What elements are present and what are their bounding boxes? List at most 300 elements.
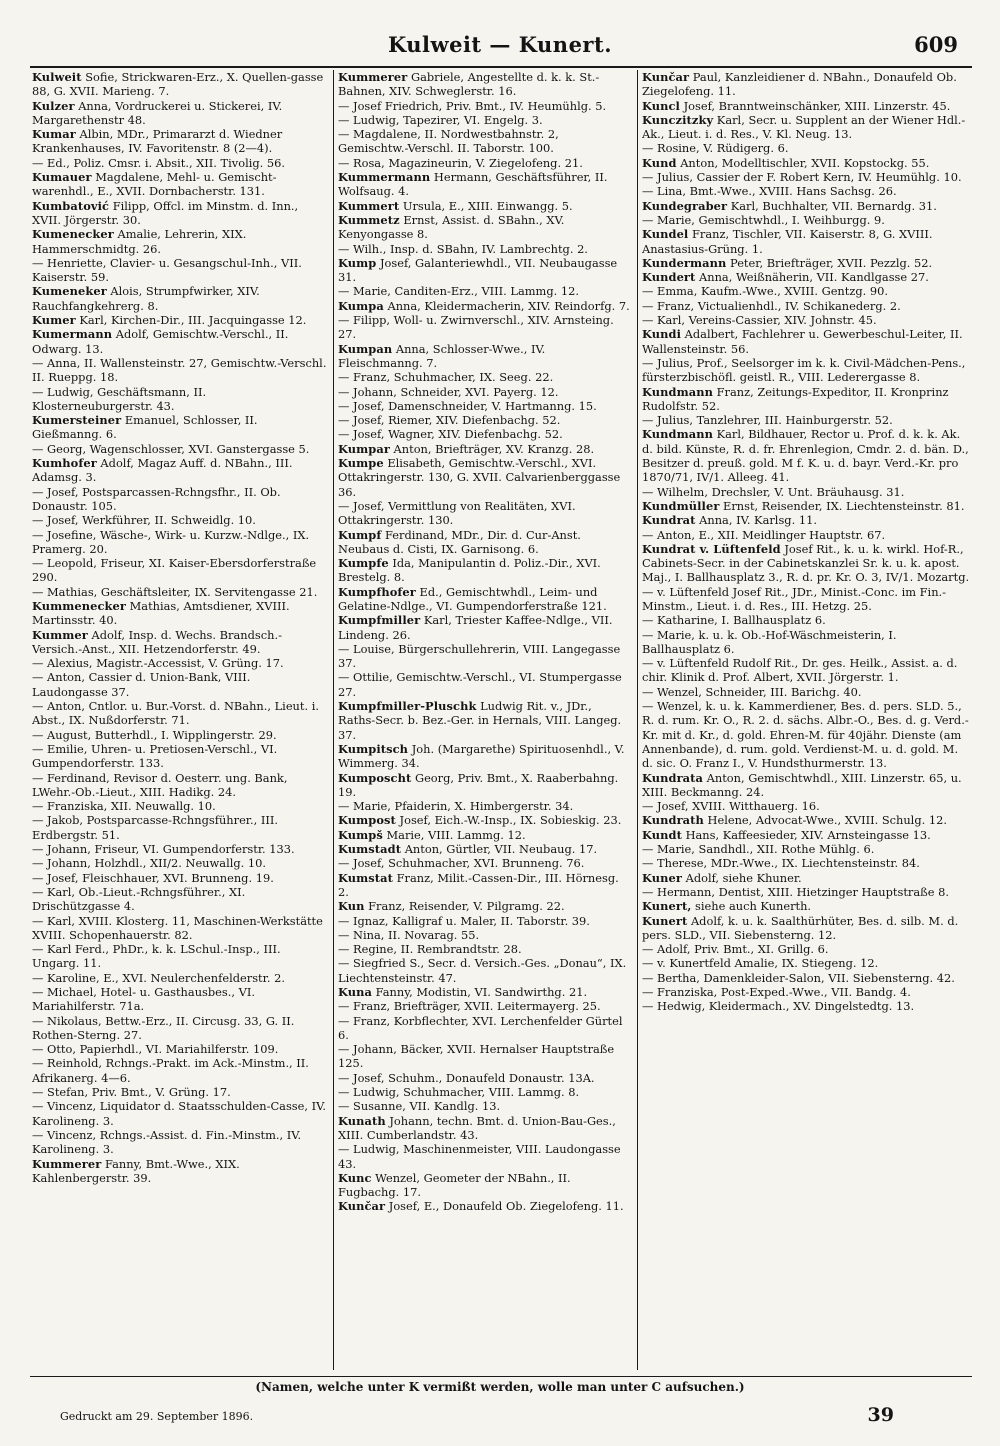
- entry-details: Anton, Modelltischler, XVII. Kopstockg. 55.: [676, 155, 930, 170]
- entry-details: — Josef, XVIII. Witthauerg. 16.: [642, 799, 820, 814]
- entry-details: — Nina, II. Novarag. 55.: [338, 927, 480, 942]
- entry-details: — Wilhelm, Drechsler, V. Unt. Bräuhausg. 31.: [642, 484, 905, 499]
- directory-entry: [338, 928, 632, 942]
- footer-rule: [30, 1376, 972, 1377]
- directory-entry: [642, 656, 970, 685]
- directory-entry: [338, 642, 632, 671]
- entry-details: — Wenzel, Schneider, III. Barichg. 40.: [642, 684, 862, 699]
- entry-details: — Anton, E., XII. Meidlinger Hauptstr. 67.: [642, 527, 886, 542]
- directory-entry: [338, 427, 632, 441]
- directory-entry: [32, 871, 328, 885]
- directory-entry: [32, 842, 328, 856]
- directory-entry: [32, 284, 328, 313]
- entry-details: — Lina, Bmt.-Wwe., XVIII. Hans Sachsg. 26.: [642, 184, 897, 199]
- directory-entry: [338, 1042, 632, 1071]
- entry-surname: Kunath: [338, 1113, 386, 1128]
- directory-entry: [642, 985, 970, 999]
- directory-entry: [32, 914, 328, 943]
- entry-details: — Franz, Korbflechter, XVI. Lerchenfelder Gürtel 6.: [338, 1013, 623, 1042]
- entry-details: — Anna, II. Wallensteinstr. 27, Gemischtw.-Verschl. II. Rueppg. 18.: [32, 355, 327, 385]
- directory-entry: [338, 771, 632, 800]
- directory-entry: [32, 513, 328, 527]
- directory-entry: [642, 485, 970, 499]
- entry-surname: Kuna: [338, 985, 372, 999]
- entry-surname: Kumpfmiller-Pluschk: [338, 699, 477, 714]
- entry-surname: Kumpan: [338, 341, 393, 356]
- entry-details: Josef, Galanteriewhdl., VII. Neubaugasse 31.: [338, 255, 618, 285]
- directory-entry: [32, 856, 328, 870]
- entry-details: — Franz, Victualienhdl., IV. Schikanederg. 2.: [642, 298, 901, 313]
- entry-details: Anna, Vordruckerei u. Stickerei, IV. Margarethenstr 48.: [32, 98, 283, 127]
- entry-details: Fanny, Modistin, VI. Sandwirthg. 21.: [372, 985, 588, 999]
- entry-details: Anton, Gürtler, VII. Neubaug. 17.: [401, 842, 598, 857]
- column-1: [32, 70, 328, 1370]
- entry-surname: Kundert: [642, 270, 696, 285]
- entry-surname: Kummer: [32, 627, 88, 642]
- entry-details: Georg, Priv. Bmt., X. Raaberbahng. 19.: [338, 770, 619, 799]
- entry-details: — Josef, Riemer, XIV. Diefenbachg. 52.: [338, 413, 561, 428]
- directory-entry: [338, 170, 632, 199]
- directory-entry: [642, 270, 970, 284]
- entry-details: — Johann, Friseur, VI. Gumpendorferstr. 133.: [32, 842, 295, 857]
- entry-details: Karl, Buchhalter, VII. Bernardg. 31.: [727, 198, 937, 213]
- directory-entry: [338, 1071, 632, 1085]
- directory-entry: [338, 399, 632, 413]
- directory-entry: [642, 70, 970, 99]
- entry-details: — Reinhold, Rchngs.-Prakt. im Ack.-Minstm., II. Afrikanerg. 4—6.: [32, 1056, 309, 1085]
- directory-entry: [32, 356, 328, 385]
- entry-surname: Kundermann: [642, 255, 727, 270]
- directory-entry: [32, 1128, 328, 1157]
- entry-details: — Franz, Briefträger, XVII. Leitermayerg. 25.: [338, 999, 601, 1014]
- directory-entry: [338, 242, 632, 256]
- column-divider: [637, 70, 638, 1370]
- entry-details: — Stefan, Priv. Bmt., V. Grüng. 17.: [32, 1085, 231, 1100]
- directory-entry: [642, 227, 970, 256]
- directory-entry: [642, 942, 970, 956]
- entry-surname: Kumbatović: [32, 198, 110, 213]
- directory-entry: [32, 528, 328, 557]
- entry-details: — Franz, Schuhmacher, IX. Seeg. 22.: [338, 370, 554, 385]
- directory-entry: [338, 585, 632, 614]
- entry-details: Elisabeth, Gemischtw.-Verschl., XVI. Ottakringerstr. 130, G. XVII. Calvarienberggasse 36.: [338, 456, 621, 499]
- directory-entry: [338, 99, 632, 113]
- entry-details: — Rosine, V. Rüdigerg. 6.: [642, 141, 789, 156]
- entry-details: — Karoline, E., XVI. Neulerchenfelderstr. 2.: [32, 970, 285, 985]
- entry-surname: Kuncl: [642, 98, 680, 113]
- entry-surname: Kumpa: [338, 298, 384, 313]
- entry-details: Karl, Kirchen-Dir., III. Jacquingasse 12.: [75, 313, 307, 328]
- directory-entry: [642, 542, 970, 585]
- page-number: 609: [914, 32, 958, 57]
- directory-entry: [32, 1085, 328, 1099]
- entry-details: — Ludwig, Schuhmacher, VIII. Lammg. 8.: [338, 1085, 580, 1100]
- entry-surname: Kumersteiner: [32, 413, 122, 428]
- entry-details: — Ignaz, Kalligraf u. Maler, II. Taborstr. 39.: [338, 913, 590, 928]
- directory-entry: [32, 127, 328, 156]
- entry-details: Mathias, Amtsdiener, XVIII. Martinsstr. 40.: [32, 598, 290, 628]
- entry-details: — Franziska, XII. Neuwallg. 10.: [32, 799, 216, 814]
- entry-surname: Kumstat: [338, 870, 393, 885]
- entry-details: — Marie, Sandhdl., XII. Rothe Mühlg. 6.: [642, 842, 875, 857]
- entry-details: — Josef, Damenschneider, V. Hartmanng. 15.: [338, 398, 597, 413]
- directory-entry: [642, 213, 970, 227]
- entry-surname: Kummermann: [338, 170, 431, 185]
- entry-details: Amalie, Lehrerin, XIX. Hammerschmidtg. 26.: [32, 227, 247, 256]
- entry-details: — Magdalene, II. Nordwestbahnstr. 2, Gemischtw.-Verschl. II. Taborstr. 100.: [338, 127, 559, 156]
- directory-entry: [32, 971, 328, 985]
- entry-details: — Hedwig, Kleidermach., XV. Dingelstedtg. 13.: [642, 999, 915, 1014]
- directory-entry: [642, 956, 970, 970]
- entry-details: — Susanne, VII. Kandlg. 13.: [338, 1099, 501, 1114]
- entry-details: — Leopold, Friseur, XI. Kaiser-Ebersdorferstraße 290.: [32, 556, 317, 585]
- entry-surname: Kundmann: [642, 384, 713, 399]
- entry-details: Ida, Manipulantin d. Poliz.-Dir., XVI. Brestelg. 8.: [338, 556, 601, 585]
- directory-entry: [642, 313, 970, 327]
- entry-details: — Jakob, Postsparcasse-Rchngsführer., III. Erdbergstr. 51.: [32, 813, 278, 842]
- directory-entry: [338, 284, 632, 298]
- directory-entry: [32, 1099, 328, 1128]
- entry-details: — Filipp, Woll- u. Zwirnverschl., XIV. Arnsteing. 27.: [338, 313, 614, 342]
- entry-details: Ludwig Rit. v., JDr., Raths-Secr. b. Bez.-Ger. in Hernals, VIII. Langeg. 37.: [338, 699, 622, 742]
- directory-entry: [32, 99, 328, 128]
- directory-entry: [32, 442, 328, 456]
- directory-entry: [338, 256, 632, 285]
- entry-details: — Louise, Bürgerschullehrerin, VIII. Langegasse 37.: [338, 641, 621, 671]
- entry-surname: Kumauer: [32, 170, 92, 185]
- directory-entry: [32, 942, 328, 971]
- entry-surname: Kulweit: [32, 70, 82, 84]
- directory-entry: [642, 199, 970, 213]
- directory-entry: [338, 942, 632, 956]
- entry-surname: Kummert: [338, 198, 400, 213]
- entry-surname: Kumpost: [338, 813, 396, 828]
- directory-entry: [338, 127, 632, 156]
- entry-details: Adolf, Gemischtw.-Verschl., II. Odwarg. 13.: [32, 327, 289, 356]
- entry-details: — Henriette, Clavier- u. Gesangschul-Inh., VII. Kaiserstr. 59.: [32, 255, 302, 285]
- entry-details: Anna, Schlosser-Wwe., IV. Fleischmanng. 7.: [338, 341, 546, 370]
- directory-entry: [642, 427, 970, 484]
- entry-details: Karl, Secr. u. Supplent an der Wiener Hdl.-Ak., Lieut. i. d. Res., V. Kl. Neug. 13.: [642, 112, 966, 142]
- footer-note: (Namen, welche unter K vermißt werden, wolle man unter C aufsuchen.): [255, 1380, 745, 1394]
- directory-entry: [32, 70, 328, 99]
- directory-entry: [338, 499, 632, 528]
- directory-entry: [642, 813, 970, 827]
- entry-details: Karl, Triester Kaffee-Ndlge., VII. Lindeng. 26.: [338, 613, 613, 642]
- directory-entry: [338, 799, 632, 813]
- entry-details: Anna, Weißnäherin, VII. Kandlgasse 27.: [695, 270, 929, 285]
- directory-entry: [32, 699, 328, 728]
- entry-details: Paul, Kanzleidiener d. NBahn., Donaufeld Ob. Ziegelofeng. 11.: [642, 70, 957, 99]
- entry-surname: Kummetz: [338, 212, 400, 227]
- entry-details: — Alexius, Magistr.-Accessist, V. Grüng. 17.: [32, 656, 284, 671]
- printed-date: Gedruckt am 29. September 1896.: [60, 1410, 254, 1423]
- directory-entry: [338, 213, 632, 242]
- entry-details: Anna, Kleidermacherin, XIV. Reindorfg. 7.: [383, 298, 630, 313]
- entry-details: — August, Butterhdl., I. Wipplingerstr. 29.: [32, 727, 277, 742]
- directory-entry: [338, 999, 632, 1013]
- entry-details: — Josef, Wagner, XIV. Diefenbachg. 52.: [338, 427, 563, 442]
- entry-details: Ursula, E., XIII. Einwangg. 5.: [399, 198, 573, 213]
- entry-surname: Kummenecker: [32, 598, 126, 613]
- entry-details: — Marie, Gemischtwhdl., I. Weihburgg. 9.: [642, 212, 885, 227]
- entry-surname: Kunčar: [642, 70, 690, 84]
- directory-entry: [338, 1114, 632, 1143]
- directory-entry: [642, 184, 970, 198]
- entry-surname: Kundrat v. Lüftenfeld: [642, 541, 781, 556]
- directory-entry: [642, 299, 970, 313]
- directory-entry: [338, 299, 632, 313]
- directory-entry: [32, 799, 328, 813]
- entry-surname: Kundrat: [642, 513, 696, 528]
- entry-details: — Julius, Cassier der F. Robert Kern, IV. Heumühlg. 10.: [642, 170, 962, 185]
- entry-surname: Kunc: [338, 1170, 372, 1185]
- entry-details: — Johann, Schneider, XVI. Payerg. 12.: [338, 384, 559, 399]
- directory-entry: [32, 585, 328, 599]
- entry-details: — Josef, Schuhm., Donaufeld Donaustr. 13A.: [338, 1070, 595, 1085]
- directory-entry: [642, 156, 970, 170]
- entry-details: Sofie, Strickwaren-Erz., X. Quellen-gasse 88, G. XVII. Marieng. 7.: [32, 70, 324, 99]
- directory-entry: [32, 885, 328, 914]
- entry-details: — Julius, Prof., Seelsorger im k. k. Civil-Mädchen-Pens., fürsterzbischöfl. geistl. R., VIII. Lederergasse 8.: [642, 355, 966, 385]
- entry-details: — Georg, Wagenschlosser, XVI. Ganstergasse 5.: [32, 441, 310, 456]
- entry-surname: Kumhofer: [32, 456, 97, 471]
- entry-details: Albin, MDr., Primararzt d. Wiedner Krankenhauses, IV. Favoritenstr. 8 (2—4).: [32, 127, 283, 156]
- directory-entry: [338, 442, 632, 456]
- directory-entry: [32, 771, 328, 800]
- entry-details: Franz, Zeitungs-Expeditor, II. Kronprinz Rudolfstr. 52.: [642, 384, 949, 413]
- entry-details: — Johann, Holzhdl., XII/2. Neuwallg. 10.: [32, 856, 266, 871]
- entry-details: Fanny, Bmt.-Wwe., XIX. Kahlenbergerstr. 39.: [32, 1156, 240, 1185]
- entry-details: Franz, Milit.-Cassen-Dir., III. Hörnesg. 2.: [338, 870, 619, 899]
- directory-entry: [32, 556, 328, 585]
- entry-details: Hermann, Geschäftsführer, II. Wolfsaug. 4.: [338, 170, 608, 199]
- entry-details: Marie, VIII. Lammg. 12.: [382, 827, 526, 842]
- directory-entry: [32, 1157, 328, 1186]
- directory-entry: [338, 342, 632, 371]
- entry-details: Anton, Gemischtwhdl., XIII. Linzerstr. 65, u. XIII. Beckmanng. 24.: [642, 770, 962, 799]
- directory-entry: [338, 156, 632, 170]
- directory-entry: [642, 141, 970, 155]
- entry-details: — v. Lüftenfeld Rudolf Rit., Dr. ges. Heilk., Assist. a. d. chir. Klinik d. Prof. Albert, XVII. Jörgerstr. 1.: [642, 656, 958, 685]
- entry-details: Adolf, Magaz Auff. d. NBahn., III. Adamsg. 3.: [32, 456, 293, 485]
- directory-entry: [338, 613, 632, 642]
- directory-entry: [642, 613, 970, 627]
- entry-details: Adalbert, Fachlehrer u. Gewerbeschul-Leiter, II. Wallensteinstr. 56.: [642, 327, 963, 356]
- directory-entry: [338, 70, 632, 99]
- entry-surname: Kumposcht: [338, 770, 412, 785]
- directory-entry: [338, 528, 632, 557]
- directory-entry: [642, 899, 970, 913]
- entry-details: siehe auch Kunerth.: [691, 899, 812, 914]
- entry-surname: Kumpš: [338, 827, 383, 842]
- directory-entry: [642, 356, 970, 385]
- entry-surname: Kund: [642, 155, 677, 170]
- directory-entry: [642, 856, 970, 870]
- entry-surname: Kundrath: [642, 813, 704, 828]
- directory-entry: [338, 1171, 632, 1200]
- entry-surname: Kumeneker: [32, 284, 107, 299]
- entry-details: — Ludwig, Tapezirer, VI. Engelg. 3.: [338, 112, 543, 127]
- entry-details: — Ottilie, Gemischtw.-Verschl., VI. Stumpergasse 27.: [338, 670, 622, 699]
- entry-surname: Kumer: [32, 313, 76, 328]
- directory-entry: [338, 914, 632, 928]
- directory-entry: [338, 1199, 632, 1213]
- directory-entry: [32, 656, 328, 670]
- entry-surname: Kun: [338, 899, 365, 914]
- directory-entry: [32, 156, 328, 170]
- entry-surname: Kundt: [642, 827, 682, 842]
- column-3: [642, 70, 970, 1370]
- entry-details: — Julius, Tanzlehrer, III. Hainburgerstr. 52.: [642, 413, 893, 428]
- directory-entry: [642, 385, 970, 414]
- directory-entry: [642, 828, 970, 842]
- directory-entry: [338, 742, 632, 771]
- directory-entry: [338, 313, 632, 342]
- directory-entry: [338, 670, 632, 699]
- entry-details: — Katharine, I. Ballhausplatz 6.: [642, 613, 826, 628]
- directory-entry: [642, 413, 970, 427]
- entry-details: — Ludwig, Maschinenmeister, VIII. Laudongasse 43.: [338, 1142, 621, 1171]
- entry-details: — Anton, Cntlor. u. Bur.-Vorst. d. NBahn., Lieut. i. Abst., IX. Nußdorferstr. 71.: [32, 699, 319, 728]
- directory-entry: [642, 499, 970, 513]
- directory-entry: [338, 1099, 632, 1113]
- entry-surname: Kumermann: [32, 327, 113, 342]
- directory-entry: [32, 313, 328, 327]
- entry-details: Johann, techn. Bmt. d. Union-Bau-Ges., XIII. Cumberlandstr. 43.: [338, 1113, 616, 1142]
- entry-details: Franz, Tischler, VII. Kaiserstr. 8, G. XVIII. Anastasius-Grüng. 1.: [642, 227, 933, 256]
- entry-details: Anton, Briefträger, XV. Kranzg. 28.: [389, 441, 595, 456]
- entry-details: Gabriele, Angestellte d. k. k. St.-Bahnen, XIV. Schweglerstr. 16.: [338, 70, 600, 99]
- entry-details: — Vincenz, Liquidator d. Staatsschulden-Casse, IV. Karolineng. 3.: [32, 1099, 326, 1128]
- entry-details: Adolf, k. u. k. Saalthürhüter, Bes. d. silb. M. d. pers. SLD., VII. Siebensterng. 12.: [642, 913, 959, 942]
- entry-details: Filipp, Offcl. im Minstm. d. Inn., XVII. Jörgerstr. 30.: [32, 198, 299, 227]
- entry-details: — Franziska, Post-Exped.-Wwe., VII. Bandg. 4.: [642, 985, 911, 999]
- directory-entry: [642, 799, 970, 813]
- directory-entry: [338, 899, 632, 913]
- entry-details: — Marie, k. u. k. Ob.-Hof-Wäschmeisterin, I. Ballhausplatz 6.: [642, 627, 897, 656]
- entry-details: — v. Kunertfeld Amalie, IX. Stiegeng. 12.: [642, 956, 879, 971]
- entry-details: — Nikolaus, Bettw.-Erz., II. Circusg. 33, G. II. Rothen-Sterng. 27.: [32, 1013, 295, 1042]
- entry-surname: Kumpfhofer: [338, 584, 416, 599]
- entry-details: — Siegfried S., Secr. d. Versich.-Ges. „Donau“, IX. Liechtensteinstr. 47.: [338, 956, 627, 985]
- directory-entry: [642, 971, 970, 985]
- directory-entry: [642, 628, 970, 657]
- entry-surname: Kumenecker: [32, 227, 114, 242]
- entry-details: Anna, IV. Karlsg. 11.: [695, 513, 817, 528]
- entry-surname: Kundmüller: [642, 498, 720, 513]
- entry-details: Wenzel, Geometer der NBahn., II. Fugbachg. 17.: [338, 1170, 571, 1200]
- directory-entry: [642, 170, 970, 184]
- entry-surname: Kulzer: [32, 98, 75, 113]
- directory-entry: [338, 199, 632, 213]
- entry-details: Franz, Reisender, V. Pilgramg. 22.: [364, 899, 565, 914]
- directory-entry: [32, 170, 328, 199]
- page-title: Kulweit — Kunert.: [387, 32, 613, 57]
- directory-entry: [338, 413, 632, 427]
- entry-details: Josef Rit., k. u. k. wirkl. Hof-R., Cabinets-Secr. in der Cabinetskanzlei Sr. k. u. k. apost. Maj., I. Ballhausplatz 3., R. d. pr. Kr. O. 3, IV/1. Mozartg.: [642, 541, 970, 585]
- signature-number: 39: [867, 1404, 894, 1426]
- entry-surname: Kundel: [642, 227, 689, 242]
- directory-entry: [642, 914, 970, 943]
- directory-entry: [642, 842, 970, 856]
- directory-entry: [32, 813, 328, 842]
- entry-details: Karl, Bildhauer, Rector u. Prof. d. k. k. Ak. d. bild. Künste, R. d. fr. Ehrenlegion, Cmdr. 2. d. bän. D., Besitzer d. preuß. gold. M f. K. u. d. bayr. Verd.-Kr. pro 1870/71, IV/1. Alleeg. 41.: [642, 427, 969, 485]
- directory-entry: [338, 956, 632, 985]
- entry-details: — Mathias, Geschäftsleiter, IX. Servitengasse 21.: [32, 584, 318, 599]
- entry-surname: Kumpar: [338, 441, 390, 456]
- entry-details: — Emilie, Uhren- u. Pretiosen-Verschl., VI. Gumpendorferstr. 133.: [32, 741, 278, 771]
- directory-entry: [32, 456, 328, 485]
- entry-details: — Josef Friedrich, Priv. Bmt., IV. Heumühlg. 5.: [338, 98, 607, 113]
- entry-surname: Kunert: [642, 913, 688, 928]
- entry-details: — Josefine, Wäsche-, Wirk- u. Kurzw.-Ndlge., IX. Pramerg. 20.: [32, 527, 310, 556]
- entry-details: Alois, Strumpfwirker, XIV. Rauchfangkehrerg. 8.: [32, 284, 260, 313]
- directory-entry: [338, 813, 632, 827]
- entry-details: — Karl, Vereins-Cassier, XIV. Johnstr. 45.: [642, 313, 877, 328]
- entry-surname: Kumar: [32, 127, 76, 142]
- entry-surname: Kummerer: [338, 70, 408, 84]
- entry-details: Ed., Gemischtwhdl., Leim- und Gelatine-Ndlge., VI. Gumpendorferstraße 121.: [338, 584, 607, 613]
- directory-entry: [32, 385, 328, 414]
- entry-details: Joh. (Margarethe) Spirituosenhdl., V. Wimmerg. 34.: [338, 741, 625, 771]
- entry-details: — v. Lüftenfeld Josef Rit., JDr., Minist.-Conc. im Fin.-Minstm., Lieut. i. d. Res., III. Hetzg. 25.: [642, 584, 947, 613]
- directory-entry: [642, 113, 970, 142]
- header-rule: [30, 66, 972, 68]
- entry-surname: Kumpe: [338, 456, 384, 471]
- entry-details: Adolf, Insp. d. Wechs. Brandsch.-Versich.-Anst., XII. Hetzendorferstr. 49.: [32, 627, 282, 656]
- entry-details: — Marie, Pfaiderin, X. Himbergerstr. 34.: [338, 799, 574, 814]
- directory-entry: [338, 370, 632, 384]
- entry-details: — Ferdinand, Revisor d. Oesterr. ung. Bank, LWehr.-Ob.-Lieut., XIII. Hadikg. 24.: [32, 770, 288, 799]
- directory-entry: [642, 771, 970, 800]
- entry-details: — Josef, Postsparcassen-Rchngsfhr., II. Ob. Donaustr. 105.: [32, 484, 281, 513]
- entry-details: — Emma, Kaufm.-Wwe., XVIII. Gentzg. 90.: [642, 284, 888, 299]
- directory-entry: [642, 871, 970, 885]
- entry-details: Ernst, Reisender, IX. Liechtensteinstr. 81.: [719, 498, 965, 513]
- directory-entry: [32, 485, 328, 514]
- entry-details: — Josef, Vermittlung von Realitäten, XVI. Ottakringerstr. 130.: [338, 498, 576, 528]
- directory-entry: [32, 985, 328, 1014]
- entry-details: — Regine, II. Rembrandtstr. 28.: [338, 942, 522, 957]
- entry-details: — Otto, Papierhdl., VI. Mariahilferstr. 109.: [32, 1042, 279, 1057]
- entry-details: — Ludwig, Geschäftsmann, II. Klosterneuburgerstr. 43.: [32, 384, 207, 413]
- entry-surname: Kunczitzky: [642, 112, 714, 127]
- directory-entry: [338, 699, 632, 742]
- entry-details: Josef, E., Donaufeld Ob. Ziegelofeng. 11.: [385, 1199, 624, 1214]
- entry-details: Magdalene, Mehl- u. Gemischt-warenhdl., E., XVII. Dornbacherstr. 131.: [32, 170, 277, 199]
- entry-details: — Karl Ferd., PhDr., k. k. LSchul.-Insp., III. Ungarg. 11.: [32, 942, 281, 971]
- directory-entry: [32, 670, 328, 699]
- entry-details: Adolf, siehe Khuner.: [681, 870, 802, 885]
- directory-entry: [338, 385, 632, 399]
- entry-details: Emanuel, Schlosser, II. Gießmanng. 6.: [32, 413, 258, 442]
- directory-entry: [642, 585, 970, 614]
- directory-entry: [32, 599, 328, 628]
- directory-entry: [32, 1056, 328, 1085]
- directory-entry: [32, 628, 328, 657]
- entry-details: — Johann, Bäcker, XVII. Hernalser Hauptstraße 125.: [338, 1042, 615, 1071]
- entry-surname: Kump: [338, 255, 377, 270]
- directory-entry: [642, 256, 970, 270]
- entry-details: — Ed., Poliz. Cmsr. i. Absit., XII. Tivolig. 56.: [32, 155, 286, 170]
- entry-details: — Josef, Werkführer, II. Schweidlg. 10.: [32, 513, 256, 528]
- entry-details: — Adolf, Priv. Bmt., XI. Grillg. 6.: [642, 942, 829, 957]
- directory-entry: [32, 227, 328, 256]
- entry-details: — Josef, Fleischhauer, XVI. Brunneng. 19.: [32, 870, 274, 885]
- directory-entry: [338, 856, 632, 870]
- directory-entry: [32, 327, 328, 356]
